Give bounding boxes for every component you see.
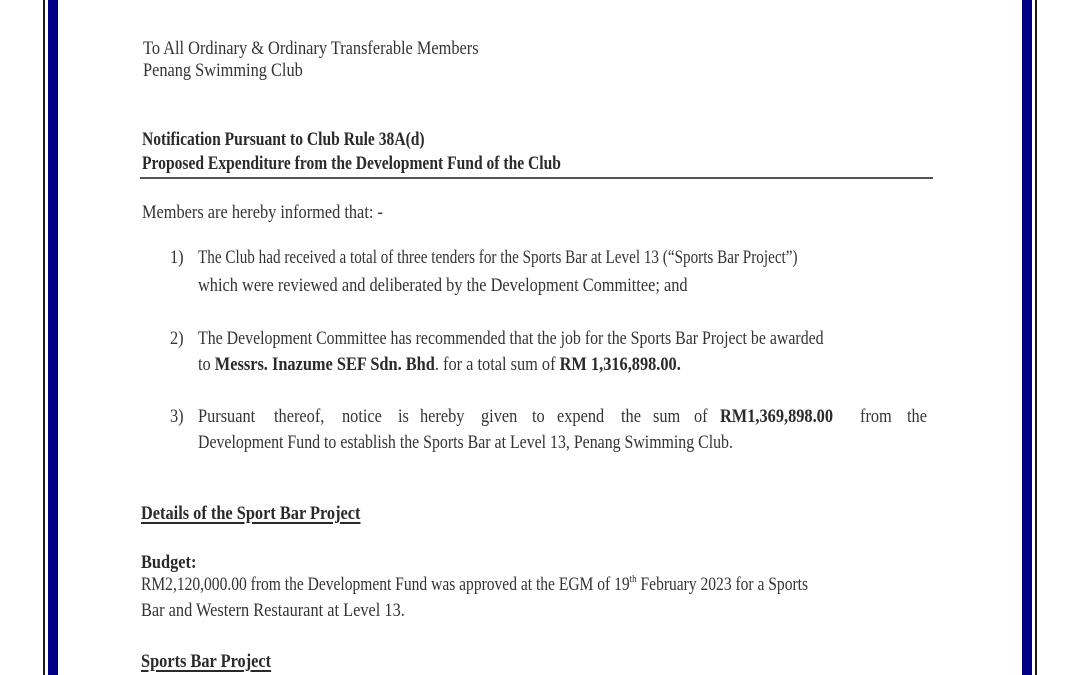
list-item-2-mid: . for a total sum of bbox=[434, 354, 560, 375]
address-line-recipients: To All Ordinary & Ordinary Transferable Members bbox=[143, 38, 479, 59]
word: from bbox=[860, 406, 893, 427]
budget-text-line-1 bbox=[141, 574, 808, 596]
word: given bbox=[480, 406, 518, 427]
word: thereof, bbox=[273, 406, 325, 427]
page-border-blue-left bbox=[48, 0, 58, 675]
notice-heading-rule: Notification Pursuant to Club Rule 38A(d) bbox=[142, 129, 425, 150]
list-item-number: 3) bbox=[170, 406, 184, 427]
list-item-number: 1) bbox=[170, 247, 184, 268]
list-item-number: 2) bbox=[170, 328, 184, 349]
word: hereby bbox=[419, 406, 465, 427]
expenditure-amount: RM1,369,898.00 bbox=[719, 406, 833, 427]
budget-text-line-2: Bar and Western Restaurant at Level 13. bbox=[141, 600, 405, 621]
word: the bbox=[620, 406, 641, 427]
word: sum bbox=[653, 406, 681, 427]
list-item-3-line-2: Development Fund to establish the Sports Bar at Level 13, Penang Swimming Club. bbox=[198, 432, 733, 453]
word: of bbox=[694, 406, 709, 427]
sports-bar-project-title: Sports Bar Project bbox=[141, 651, 272, 672]
list-item-2-line-1: The Development Committee has recommended that the job for the Sports Bar Project be awarded bbox=[198, 328, 824, 349]
notice-heading-subject: Proposed Expenditure from the Development Fund of the Club bbox=[142, 153, 561, 174]
list-item-3-line-1 bbox=[198, 406, 930, 428]
address-line-club: Penang Swimming Club bbox=[143, 60, 303, 81]
page-border-blue-right bbox=[1022, 0, 1032, 675]
word: is bbox=[397, 406, 409, 427]
page-border-outer-left bbox=[43, 0, 45, 675]
word: expend bbox=[556, 406, 604, 427]
word: Pursuant bbox=[198, 406, 256, 427]
word: to bbox=[532, 406, 546, 427]
awarded-amount: RM 1,316,898.00. bbox=[559, 354, 681, 375]
budget-text-pre: RM2,120,000.00 from the Development Fund was approved at the EGM of 19 bbox=[141, 574, 630, 595]
intro-text: Members are hereby informed that: - bbox=[142, 202, 383, 223]
list-item-1-line-1: The Club had received a total of three tenders for the Sports Bar at Level 13 (“Sports Bar Project”) bbox=[198, 247, 798, 268]
budget-text-post: February 2023 for a Sports bbox=[636, 574, 809, 595]
budget-label: Budget: bbox=[141, 552, 197, 573]
awarded-company: Messrs. Inazume SEF Sdn. Bhd bbox=[214, 354, 435, 375]
heading-divider bbox=[140, 177, 933, 179]
list-item-1-line-2: which were reviewed and deliberated by the Development Committee; and bbox=[198, 275, 688, 296]
word: notice bbox=[341, 406, 382, 427]
list-item-2-line-2 bbox=[198, 354, 681, 376]
date-ordinal-suffix: th bbox=[629, 572, 637, 585]
list-item-2-prefix: to bbox=[198, 354, 215, 375]
page-border-outer-right bbox=[1035, 0, 1037, 675]
word: the bbox=[906, 406, 927, 427]
details-section-title: Details of the Sport Bar Project bbox=[141, 503, 361, 524]
